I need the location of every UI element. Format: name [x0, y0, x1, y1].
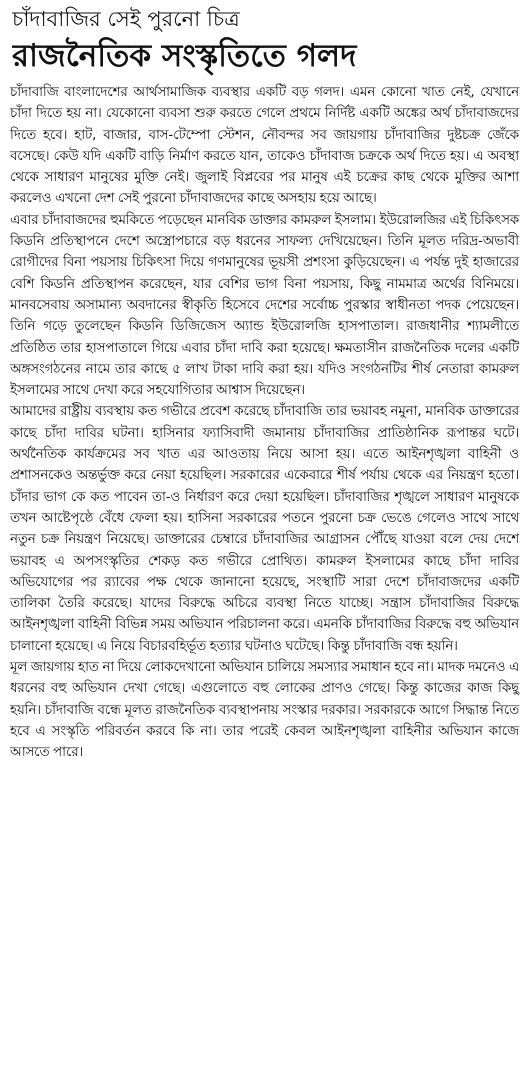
article-headline: রাজনৈতিক সংস্কৃতিতে গলদ — [12, 38, 357, 74]
article-paragraph-1: চাঁদাবাজি বাংলাদেশের আর্থসামাজিক ব্যবস্থার একটি বড় গলদ। এমন কোনো খাত নেই, যেখানে চাঁদা দিতে হয় না। যেকোনো ব্যবসা শুরু করতে গেলে প্রথমে নির্দিষ্ট একটি অঙ্কের অর্থ চাঁদাবাজদের দিতে হবে। হাট, বাজার, বাস-টেম্পো স্টেশন, নৌবন্দর সব জায়গায় চাঁদাবাজির দুষ্টচক্র জেঁকে বসেছে। কেউ যদি একটি বাড়ি নির্মাণ করতে যান, তাকেও চাঁদাবাজ চক্রকে অর্থ দিতে হয়। এ অবস্থা থেকে সাধারণ মানুষের মুক্তি নেই। জুলাই বিপ্লবের পর মানুষ এই চক্রের কাছ থেকে মুক্তির আশা করলেও এখনো দেশ সেই পুরনো চাঁদাবাজদের কাছে অসহায় হয়ে আছে। — [10, 85, 519, 207]
article-subtitle: চাঁদাবাজির সেই পুরনো চিত্র — [12, 7, 240, 31]
article-body — [10, 82, 519, 764]
article-paragraph-2: এবার চাঁদাবাজদের হুমকিতে পড়েছেন মানবিক ডাক্তার কামরুল ইসলাম। ইউরোলজির এই চিকিৎসক কিডনি প্রতিস্থাপনে দেশে অস্ত্রোপচারে বড় ধরনের সাফল্য দেখিয়েছেন। তিনি মূলত দরিদ্র-অভাবী রোগীদের বিনা পয়সায় চিকিৎসা দিয়ে গণমানুষের ভূয়সী প্রশংসা কুড়িয়েছেন। এ পর্যন্ত দুই হাজারের বেশি কিডনি প্রতিস্থাপন করেছেন, যার বেশির ভাগ বিনা পয়সায়, কিছু নামমাত্র অর্থের বিনিময়ে। মানবসেবায় অসামান্য অবদানের স্বীকৃতি হিসেবে দেশের সর্বোচ্চ পুরস্কার স্বাধীনতা পদক পেয়েছেন। তিনি গড়ে তুলেছেন কিডনি ডিজিজেস অ্যান্ড ইউরোলজি হাসপাতাল। রাজধানীর শ্যামলীতে প্রতিষ্ঠিত তার হাসপাতালে গিয়ে এবার চাঁদা দাবি করা হয়েছে। ক্ষমতাসীন রাজনৈতিক দলের একটি অঙ্গসংগঠনের নামে তার কাছে ৫ লাখ টাকা দাবি করা হয়। যদিও সংগঠনটির শীর্ষ নেতারা কামরুল ইসলামের সাথে দেখা করে সহযোগিতার আশ্বাস দিয়েছেন। — [10, 212, 519, 399]
article-paragraph-3: আমাদের রাষ্ট্রীয় ব্যবস্থায় কত গভীরে প্রবেশ করেছে চাঁদাবাজি তার ভয়াবহ নমুনা, মানবিক ডাক্তারের কাছে চাঁদা দাবির ঘটনা। হাসিনার ফ্যাসিবাদী জমানায় চাঁদাবাজির প্রাতিষ্ঠানিক রূপান্তর ঘটে। অর্থনৈতিক কার্যক্রমের সব খাত এর আওতায় নিয়ে আসা হয়। এতে আইনশৃঙ্খলা বাহিনী ও প্রশাসনকেও অন্তর্ভুক্ত করে নেয়া হয়েছিল। সরকারের একেবারে শীর্ষ পর্যায় থেকে এর নিয়ন্ত্রণ হতো। চাঁদার ভাগ কে কত পাবেন তা-ও নির্ধারণ করে দেয়া হয়েছিল। চাঁদাবাজির শৃঙ্খলে সাধারণ মানুষকে তখন আষ্টেপৃষ্ঠে বেঁধে ফেলা হয়। হাসিনা সরকারের পতনে পুরনো চক্র ভেঙে গেলেও সাথে সাথে নতুন চক্র নিয়ন্ত্রণ নিয়েছে। ডাক্তারের চেম্বারে চাঁদাবাজির আগ্রাসন পৌঁছে যাওয়া বলে দেয় দেশে ভয়াবহ এ অপসংস্কৃতির শেকড় কত গভীরে প্রোথিত। কামরুল ইসলামের কাছে চাঁদা দাবির অভিযোগের পর র‌্যাবের পক্ষ থেকে জানানো হয়েছে, সংস্থাটি সারা দেশে চাঁদাবাজদের একটি তালিকা তৈরি করেছে। যাদের বিরুদ্ধে অচিরে ব্যবস্থা নিতে যাচ্ছে। সন্ত্রাস চাঁদাবাজির বিরুদ্ধে আইনশৃঙ্খলা বাহিনী বিভিন্ন সময় অভিযান পরিচালনা করে। এমনকি চাঁদাবাজির বিরুদ্ধে বহু অভিযান চালানো হয়েছে। এ নিয়ে বিচারবহির্ভূত হত্যার ঘটনাও ঘটেছে। কিন্তু চাঁদাবাজি বন্ধ হয়নি। — [10, 404, 519, 654]
article-paragraph-4: মূল জায়গায় হাত না দিয়ে লোকদেখানো অভিযান চালিয়ে সমস্যার সমাধান হবে না। মাদক দমনেও এ ধরনের বহু অভিযান দেখা গেছে। এগুলোতে বহু লোকের প্রাণও গেছে। কিন্তু কাজের কাজ কিছু হয়নি। চাঁদাবাজি বন্ধে মূলত রাজনৈতিক ব্যবস্থাপনায় সংস্কার দরকার। সরকারকে আগে সিদ্ধান্ত নিতে হবে এ সংস্কৃতি পরিবর্তন করবে কি না। তার পরেই কেবল আইনশৃঙ্খলা বাহিনীর অভিযান কাজে আসতে পারে। — [10, 660, 519, 761]
